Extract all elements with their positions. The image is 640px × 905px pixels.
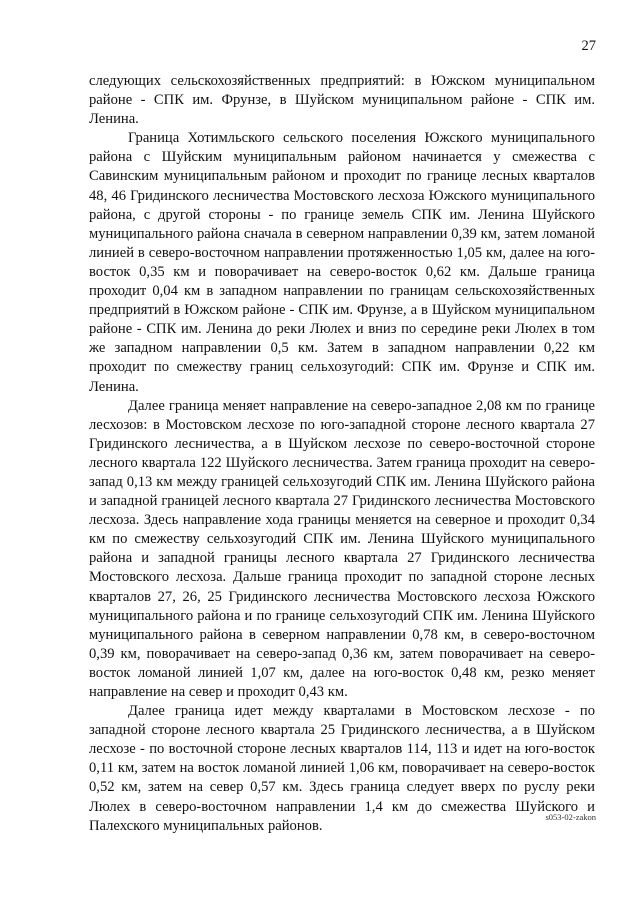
paragraph-continuation: следующих сельскохозяйственных предприятий: в Южском муниципальном районе - СПК им. Фрунзе, в Шуйском муниципальном районе - СПК им. Ленина.	[89, 73, 595, 128]
page-number: 27	[581, 38, 596, 54]
footer-document-code: s053-02-zakon	[545, 812, 596, 822]
document-body	[89, 72, 595, 836]
paragraph-northwest-boundary: Далее граница меняет направление на северо-западное 2,08 км по границе лесхозов: в Мостовском лесхозе по юго-западной стороне лесного квартала 27 Гридинского лесничества, а в Шуйском лесхозе по северо-восточной стороне лесного квартала 122 Шуйского лесничества. Затем граница проходит на северо-запад 0,13 км между границей сельхозугодий СПК им. Ленина Шуйского района и западной границей лесного квартала 27 Гридинского лесничества Мостовского лесхоза. Здесь направление хода границы меняется на северное и проходит 0,34 км по смежеству сельхозугодий СПК им. Ленина Шуйского муниципального района и западной границы лесного квартала 27 Гридинского лесничества Мостовского лесхоза. Дальше граница проходит по западной стороне лесных кварталов 27, 26, 25 Гридинского лесничества Мостовского лесхоза Южского муниципального района и по границе сельхозугодий СПК им. Ленина Шуйского муниципального района в северном направлении 0,78 км, в северо-восточном 0,39 км, поворачивает на северо-запад 0,36 км, затем поворачивает на северо-восток ломаной линией 1,07 км, далее на юго-восток 0,48 км, резко меняет направление на север и проходит 0,43 км.	[89, 397, 595, 700]
paragraph-khotimlsky-boundary-start: Граница Хотимльского сельского поселения Южского муниципального района с Шуйским муниципальным районом начинается у смежества с Савинским муниципальным районом и проходит по границе лесных кварталов 48, 46 Гридинского лесничества Мостовского лесхоза Южского муниципального района, с другой стороны - по границе земель СПК им. Ленина Шуйского муниципального района сначала в северном направлении 0,39 км, затем ломаной линией в северо-восточном направлении протяженностью 1,05 км, далее на юго-восток 0,35 км и поворачивает на северо-восток 0,62 км. Дальше граница проходит 0,04 км в западном направлении по границам сельскохозяйственных предприятий в Южском районе - СПК им. Фрунзе, а в Шуйском муниципальном районе - СПК им. Ленина до реки Люлех и вниз по середине реки Люлех в том же западном направлении 0,5 км. Затем в западном направлении 0,22 км проходит по смежеству границ сельхозугодий: СПК им. Фрунзе и СПК им. Ленина.	[89, 130, 595, 395]
paragraph-palekh-junction: Далее граница идет между кварталами в Мостовском лесхозе - по западной стороне лесного квартала 25 Гридинского лесничества, а в Шуйском лесхозе - по восточной стороне лесных кварталов 114, 113 и идет на юго-восток 0,11 км, затем на восток ломаной линией 1,06 км, поворачивает на северо-восток 0,52 км, затем на север 0,57 км. Здесь граница следует вверх по руслу реки Люлех в северо-восточном направлении 1,4 км до смежества Шуйского и Палехского муниципальных районов.	[89, 703, 595, 834]
